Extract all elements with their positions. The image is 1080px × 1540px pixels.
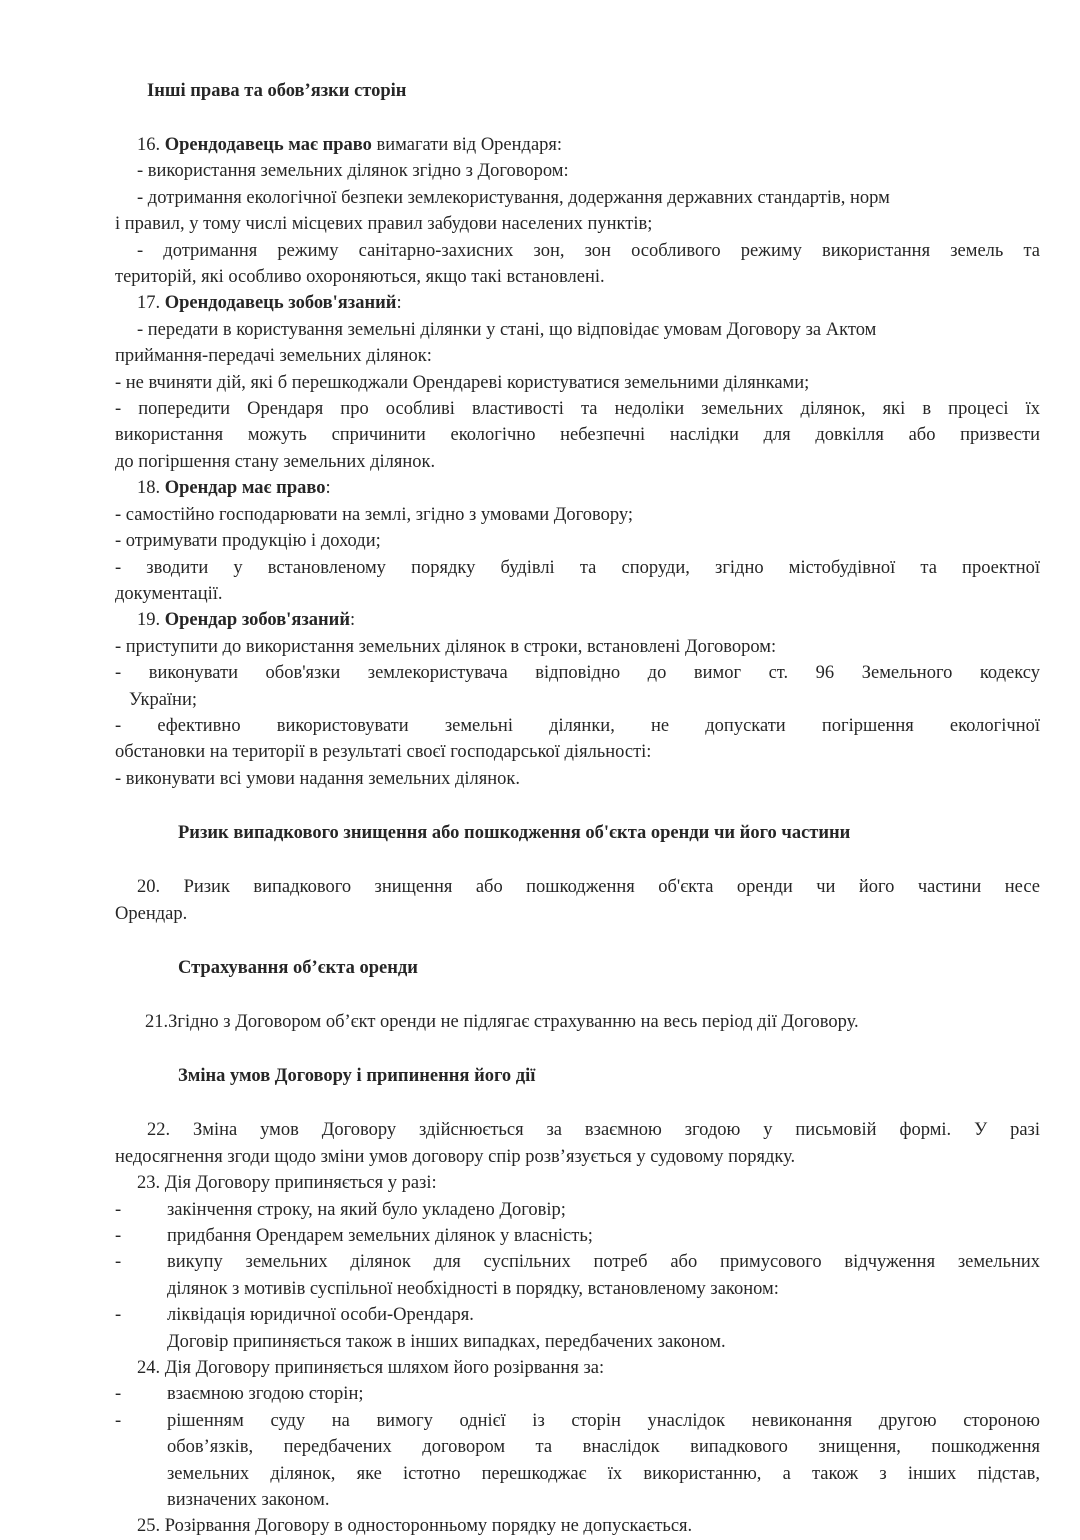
clause-18-line: - зводити у встановленому порядку будівлі та споруди, згідно містобудівної та проектної bbox=[115, 557, 1040, 578]
list-item: - придбання Орендарем земельних ділянок у власність; bbox=[115, 1226, 593, 1246]
clause-18-line: - самостійно господарювати на землі, згідно з умовами Договору; bbox=[115, 504, 634, 525]
clause-17-line: використання можуть спричинити екологічно небезпечні наслідки для довкілля або призвести bbox=[115, 425, 1040, 446]
clause-17-line: - не вчиняти дій, які б перешкоджали Орендареві користуватися земельними ділянками; bbox=[115, 372, 810, 393]
list-item: - рішенням суду на вимогу однієї із сторін унаслідок невиконання другою стороною обов’язків, передбачених договором та внаслідок випадкового знищення, пошкодження земельних ділянок, яке істотно перешкоджає їх використанню, а також з інших підстав, визначених законом. bbox=[115, 1410, 1040, 1511]
clause-18-line: документації. bbox=[115, 583, 223, 604]
clause-20-line: Орендар. bbox=[115, 903, 188, 924]
clause-18-line: - отримувати продукцію і доходи; bbox=[115, 531, 381, 552]
list-item: - ліквідація юридичної особи-Орендаря. bbox=[115, 1305, 474, 1326]
clause-19-line: - виконувати всі умови надання земельних ділянок. bbox=[115, 768, 521, 789]
clause-17-line: - передати в користування земельні ділянки у стані, що відповідає умовам Договору за Актом bbox=[137, 319, 877, 340]
section-title-other-rights: Інші права та обов’язки сторін bbox=[147, 81, 407, 101]
clause-19-line: України; bbox=[129, 689, 198, 710]
list-item: - взаємною згодою сторін; bbox=[115, 1384, 364, 1405]
clause-21-line: 21.Згідно з Договором об’єкт оренди не підлягає страхуванню на весь період дії Договору. bbox=[145, 1011, 859, 1032]
clause-17-line: - попередити Орендаря про особливі властивості та недоліки земельних ділянок, які в процесі їх bbox=[115, 399, 1040, 420]
clause-25-line: 25. Розірвання Договору в односторонньому порядку не допускається. bbox=[137, 1516, 693, 1537]
list-item: - закінчення строку, на який було укладено Договір; bbox=[115, 1199, 566, 1220]
clause-18-heading: 18. Орендар має право: bbox=[137, 478, 331, 499]
clause-16-line: - дотримання екологічної безпеки землекористування, додержання державних стандартів, норм bbox=[137, 187, 890, 208]
clause-22-line: 22. Зміна умов Договору здійснюється за взаємною згодою у письмовій формі. У разі bbox=[147, 1120, 1040, 1141]
clause-17-heading: 17. Орендодавець зобов'язаний: bbox=[137, 293, 402, 314]
list-item: - викупу земельних ділянок для суспільних потреб або примусового відчуження земельних ділянок з мотивів суспільної необхідності в порядку, встановленому законом: bbox=[115, 1252, 1040, 1299]
clause-16-line: - дотримання режиму санітарно-захисних зон, зон особливого режиму використання земель та bbox=[137, 240, 1040, 261]
section-title-insurance: Страхування об’єкта оренди bbox=[178, 957, 418, 978]
clause-16-heading: 16. Орендодавець має право вимагати від Орендаря: bbox=[137, 135, 563, 155]
section-title-changes: Зміна умов Договору і припинення його дії bbox=[178, 1066, 536, 1087]
clause-23-heading: 23. Дія Договору припиняється у разі: bbox=[137, 1173, 437, 1194]
clause-16-line: територій, які особливо охороняються, якщо такі встановлені. bbox=[115, 267, 605, 288]
clause-19-line: - приступити до використання земельних ділянок в строки, встановлені Договором: bbox=[115, 636, 777, 657]
clause-16-line: - використання земельних ділянок згідно з Договором: bbox=[137, 161, 569, 182]
clause-23-tail: Договір припиняється також в інших випадках, передбачених законом. bbox=[167, 1331, 726, 1352]
clause-16-line: і правил, у тому числі місцевих правил забудови населених пунктів; bbox=[115, 214, 653, 235]
clause-24-heading: 24. Дія Договору припиняється шляхом його розірвання за: bbox=[137, 1358, 605, 1379]
clause-19-line: - виконувати обов'язки землекористувача відповідно до вимог ст. 96 Земельного кодексу bbox=[115, 663, 1040, 684]
clause-19-heading: 19. Орендар зобов'язаний: bbox=[137, 610, 356, 631]
clause-20-line: 20. Ризик випадкового знищення або пошкодження об'єкта оренди чи його частини несе bbox=[137, 877, 1040, 898]
clause-19-line: - ефективно використовувати земельні ділянки, не допускати погіршення екологічної bbox=[115, 715, 1040, 736]
clause-17-line: приймання-передачі земельних ділянок: bbox=[115, 346, 432, 367]
section-title-risk: Ризик випадкового знищення або пошкодження об'єкта оренди чи його частини bbox=[178, 823, 851, 844]
clause-17-line: до погіршення стану земельних ділянок. bbox=[115, 451, 436, 472]
clause-19-line: обстановки на території в результаті своєї господарської діяльності: bbox=[115, 742, 652, 763]
clause-22-line: недосягнення згоди щодо зміни умов договору спір розв’язується у судовому порядку. bbox=[115, 1146, 796, 1167]
